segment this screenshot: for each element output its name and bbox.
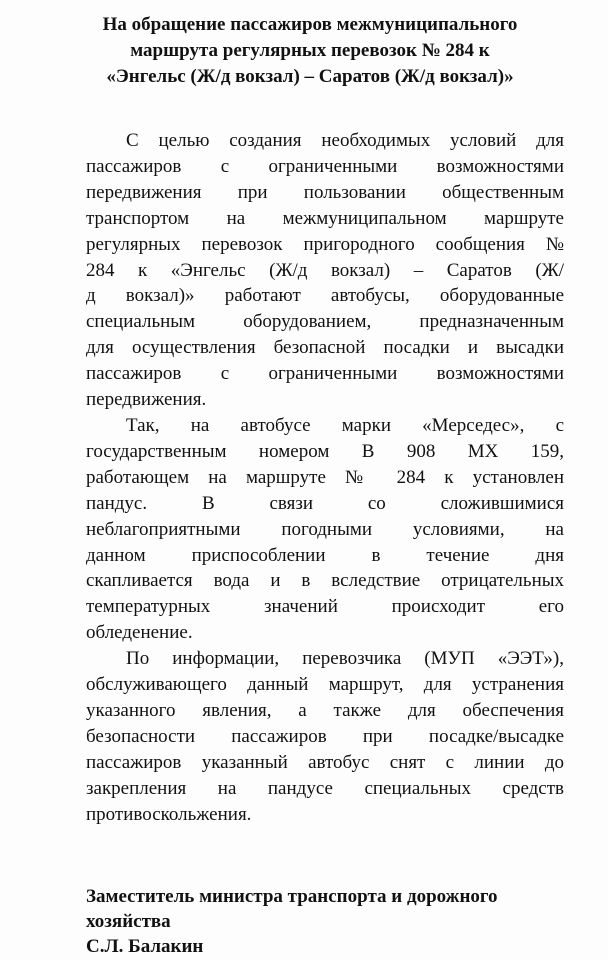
text-line: скапливается вода и в вследствие отрицательных [86,570,564,592]
text-line: пассажиров с ограниченными возможностями [86,155,564,177]
text-line: указанного явления, а также для обеспечения [86,699,564,721]
signature-position: Заместитель министра транспорта и дорожного [86,886,498,907]
title-line: «Энгельс (Ж/д вокзал) – Саратов (Ж/д вокзал)» [106,66,514,87]
text-line: С целью создания необходимых условий для [126,130,564,151]
text-line: закрепления на пандусе специальных средств [86,777,564,799]
text-line: пандус. В связи со сложившимися [86,492,564,514]
text-line: Так, на автобусе марки «Мерседес», с [126,414,564,436]
signature-block [86,884,566,959]
text-line: 284 к «Энгельс (Ж/д вокзал) – Саратов (Ж/ [86,259,564,281]
paragraph-3 [86,646,564,827]
paragraph-2 [86,413,564,646]
text-line: д вокзал)» работают автобусы, оборудованные [86,285,564,307]
title-line: маршрута регулярных перевозок № 284 к [130,40,490,61]
text-line: температурных значений происходит его [86,596,564,618]
text-line: для осуществления безопасной посадки и высадки [86,337,564,359]
text-line: пассажиров с ограниченными возможностями [86,363,564,385]
text-line: неблагоприятными погодными условиями, на [86,518,564,540]
text-line: транспортом на межмуниципальном маршруте [86,207,564,229]
text-line: передвижения. [86,389,207,411]
paragraph-1 [86,128,564,413]
title-line: На обращение пассажиров межмуниципального [102,14,518,35]
text-line: регулярных перевозок пригородного сообщения № [86,233,564,255]
text-line: передвижения при пользовании общественным [86,181,564,203]
text-line: обслуживающего данный маршрут, для устранения [86,674,564,696]
document-title [60,12,560,90]
document-body [86,128,564,827]
text-line: специальным оборудованием, предназначенным [86,311,564,333]
signature-position: хозяйства [86,911,171,932]
text-line: работающем на маршруте № 284 к установлен [86,466,564,488]
text-line: данном приспособлении в течение дня [86,544,564,566]
text-line: государственным номером В 908 МХ 159, [86,440,564,462]
text-line: безопасности пассажиров при посадке/высадке [86,725,564,747]
text-line: противоскольжения. [86,803,252,825]
text-line: обледенение. [86,622,193,644]
text-line: пассажиров указанный автобус снят с линии до [86,751,564,773]
text-line: По информации, перевозчика (МУП «ЭЭТ»), [126,648,564,670]
signature-name: С.Л. Балакин [86,936,204,957]
